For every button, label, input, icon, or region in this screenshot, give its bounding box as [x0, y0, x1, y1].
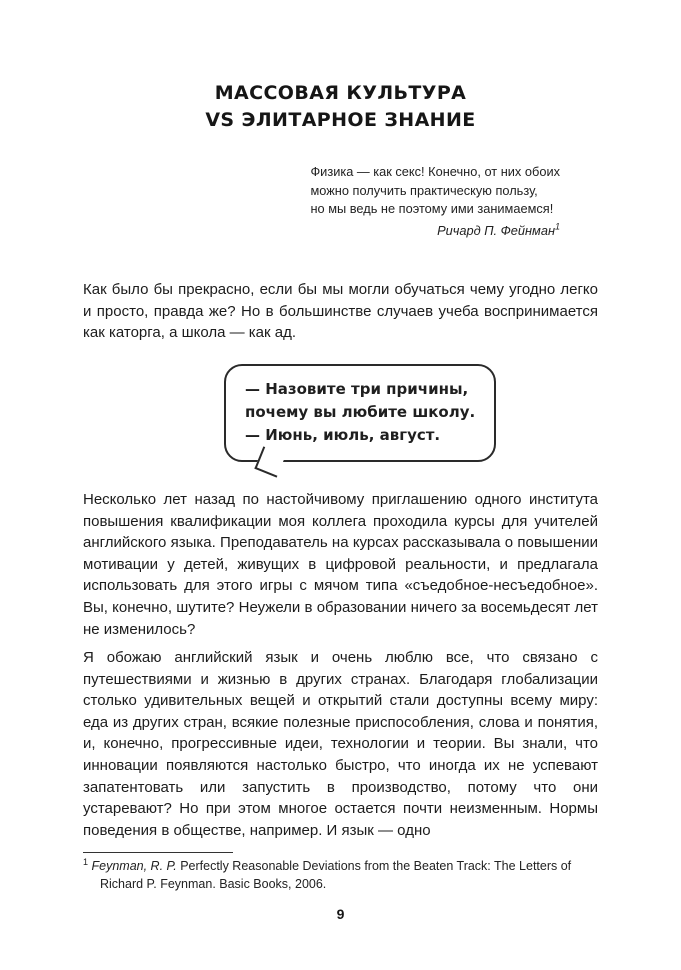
speech-bubble-line: почему вы любите школу.: [245, 403, 476, 421]
epigraph-author: Ричард П. Фейнман: [437, 222, 555, 238]
body-paragraph-2: Несколько лет назад по настойчивому приглашению одного института повышения квалификации моя коллега проходила курсы для учителей английского языка. Преподаватель на курсах рассказывала о повышении мотивации у детей, живущих в цифровой реальности, и предлагала использовать для этого игры с мячом типа «съедобное-несъедобное». Вы, конечно, шутите? Неужели в образовании ничего за восемьдесят лет не изменилось?: [83, 491, 598, 638]
body-paragraph-3: Я обожаю английский язык и очень люблю все, что связано с путешествиями и жизнью в других странах. Благодаря глобализации столько удивительных вещей и открытий стали доступны всему миру: еда из других стран, всякие полезные приспособления, слова и понятия, и, конечно, прогрессивные идеи, технологии и теории. Вы знали, что инновации появляются настолько быстро, что иногда их не успевают запатентовать или запустить в производство, потому что они устаревают? Но при этом многое остается почти неизменным. Нормы поведения в обществе, например. И язык — одно: [83, 649, 598, 839]
speech-bubble-wrap: [224, 364, 496, 462]
speech-bubble-line: — Июнь, июль, август.: [245, 426, 441, 444]
speech-bubble-tail: [254, 446, 285, 477]
footnote: [83, 858, 598, 893]
epigraph: [310, 163, 560, 240]
footnote-divider-rule: [83, 852, 233, 853]
body-paragraph-1: Как было бы прекрасно, если бы мы могли обучаться чему угодно легко и просто, правда же? Но в большинстве случаев учеба воспринимается как каторга, а школа — как ад.: [83, 281, 598, 342]
chapter-title-line-2: VS ЭЛИТАРНОЕ ЗНАНИЕ: [205, 109, 476, 131]
footnote-marker: 1: [83, 856, 89, 867]
footnote-source-italic: Feynman, R. P.: [91, 859, 177, 873]
footnote-reference-superscript: 1: [554, 221, 560, 232]
speech-bubble: [224, 364, 496, 462]
epigraph-attribution: [310, 222, 560, 241]
epigraph-line: Физика — как секс! Конечно, от них обоих: [310, 164, 560, 179]
epigraph-line: можно получить практическую пользу,: [310, 182, 538, 198]
chapter-title: [0, 80, 681, 134]
epigraph-line: но мы ведь не поэтому ими занимаемся!: [310, 201, 554, 216]
speech-bubble-line: — Назовите три причины,: [245, 380, 469, 398]
footnote-source-text: Perfectly Reasonable Deviations from the Beaten Track: The Letters of Richard P. Feynman. Basic Books, 2006.: [100, 859, 572, 891]
page-number: 9: [336, 906, 345, 922]
chapter-title-line-1: МАССОВАЯ КУЛЬТУРА: [214, 82, 467, 104]
